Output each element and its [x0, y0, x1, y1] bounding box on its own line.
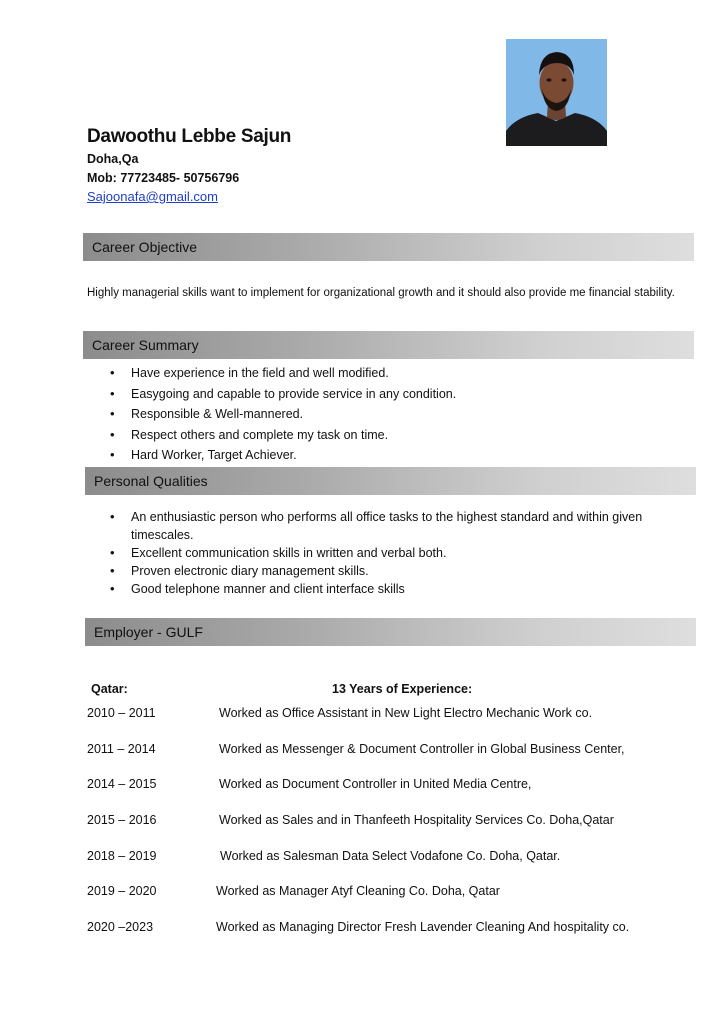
employment-description: Worked as Manager Atyf Cleaning Co. Doha, Qatar [216, 884, 500, 898]
employment-years: 2014 – 2015 [87, 777, 157, 791]
personal-qualities-list [87, 508, 662, 598]
career-summary-list [87, 363, 687, 466]
section-header-personal-qualities: Personal Qualities [85, 467, 696, 495]
country-label: Qatar: [91, 682, 128, 696]
person-portrait [506, 39, 607, 146]
profile-photo [506, 39, 607, 146]
list-item: • Responsible & Well-mannered. [87, 404, 687, 425]
employment-description: Worked as Salesman Data Select Vodafone Co. Doha, Qatar. [220, 849, 561, 863]
list-item: • Have experience in the field and well modified. [87, 363, 687, 384]
employment-years: 2018 – 2019 [87, 849, 157, 863]
list-item: • Hard Worker, Target Achiever. [87, 445, 687, 466]
list-item: • Good telephone manner and client interface skills [87, 580, 662, 598]
list-item: • Excellent communication skills in written and verbal both. [87, 544, 662, 562]
employment-years: 2015 – 2016 [87, 813, 157, 827]
employment-years: 2020 –2023 [87, 920, 154, 934]
location: Doha,Qa [87, 152, 139, 166]
employment-description: Worked as Document Controller in United Media Centre, [219, 777, 532, 791]
mobile-number: Mob: 77723485- 50756796 [87, 171, 240, 185]
list-item: • Respect others and complete my task on time. [87, 425, 687, 446]
list-item: • An enthusiastic person who performs all office tasks to the highest standard and within given timescales. [87, 508, 662, 544]
list-item: • Easygoing and capable to provide service in any condition. [87, 384, 687, 405]
employment-description: Worked as Office Assistant in New Light Electro Mechanic Work co. [219, 706, 593, 720]
section-header-career-summary: Career Summary [83, 331, 694, 359]
employment-description: Worked as Managing Director Fresh Lavender Cleaning And hospitality co. [216, 920, 630, 934]
list-item: • Proven electronic diary management skills. [87, 562, 662, 580]
candidate-name: Dawoothu Lebbe Sajun [87, 126, 292, 147]
section-header-career-objective: Career Objective [83, 233, 694, 261]
section-header-employer: Employer - GULF [85, 618, 696, 646]
career-objective-text: Highly managerial skills want to implement for organizational growth and it should also provide me financial stability. [87, 287, 675, 299]
email-link[interactable]: Sajoonafa@gmail.com [87, 189, 218, 204]
experience-label: 13 Years of Experience: [332, 682, 473, 696]
employment-years: 2019 – 2020 [87, 884, 157, 898]
employment-description: Worked as Sales and in Thanfeeth Hospitality Services Co. Doha,Qatar [219, 813, 614, 827]
employment-description: Worked as Messenger & Document Controller in Global Business Center, [219, 742, 625, 756]
employment-years: 2010 – 2011 [87, 706, 156, 720]
employment-years: 2011 – 2014 [87, 742, 156, 756]
